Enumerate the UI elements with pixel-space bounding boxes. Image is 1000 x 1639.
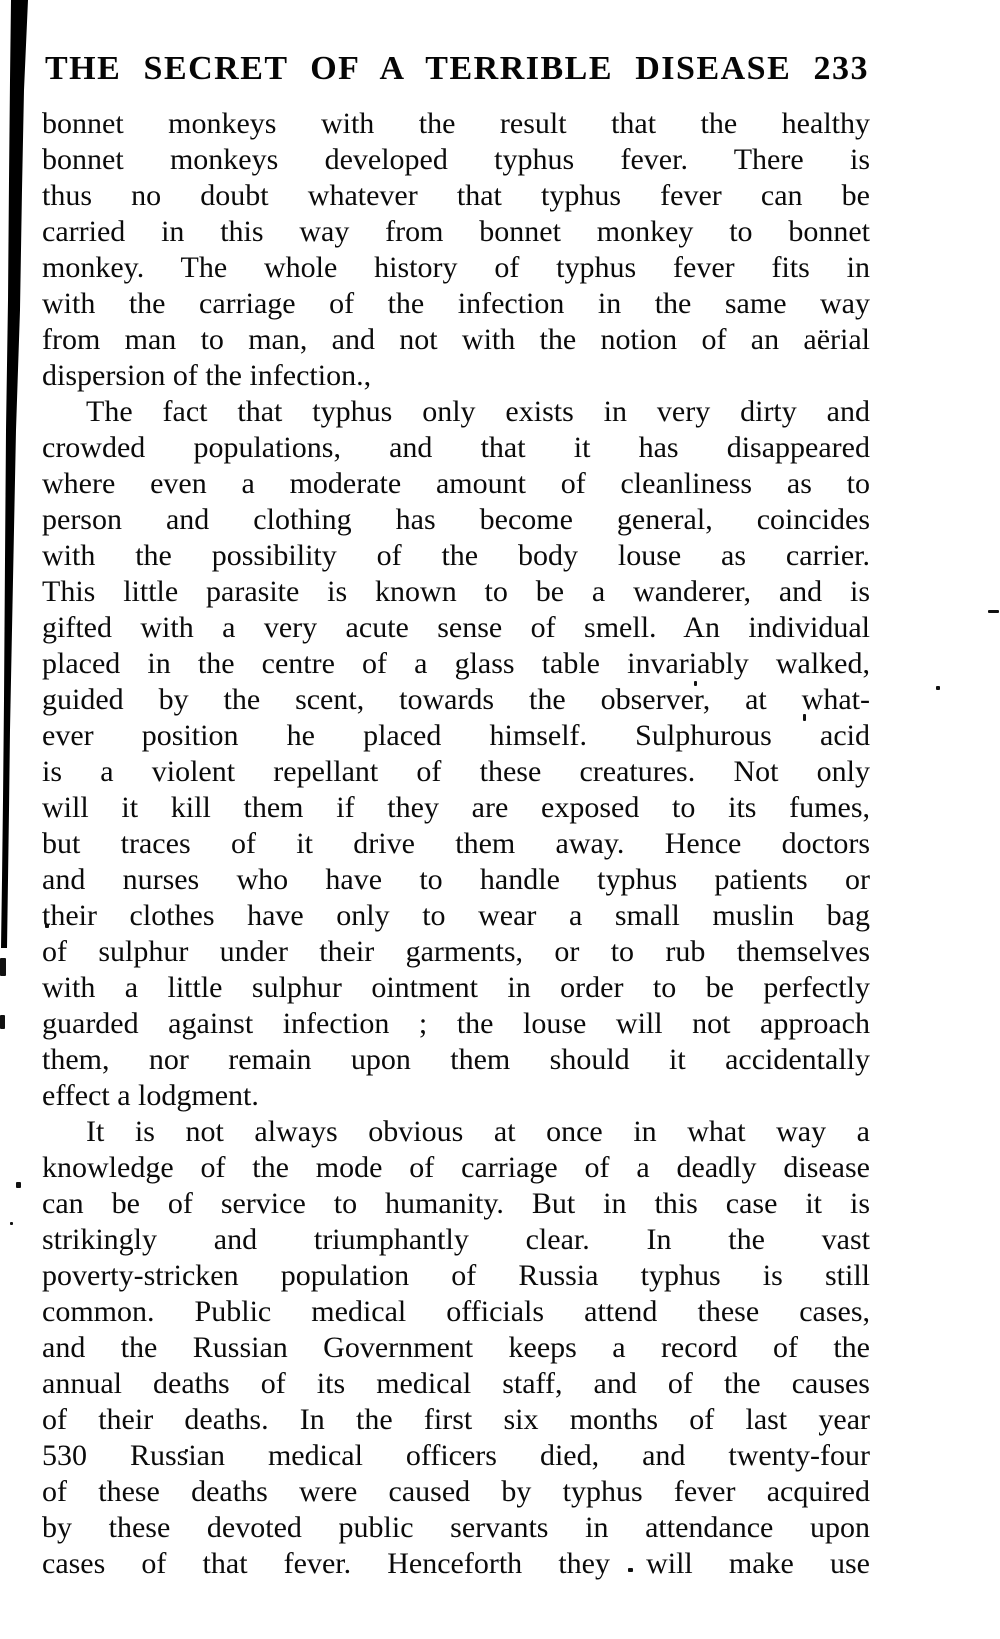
scan-speck	[10, 1222, 13, 1225]
text-line: bonnet monkeys with the result that the healthy	[42, 107, 870, 140]
text-line: of their deaths. In the first six months of last year	[42, 1403, 870, 1436]
text-line: It is not always obvious at once in what way a	[86, 1115, 870, 1148]
text-line: guarded against infection ; the louse will not approach	[42, 1007, 870, 1040]
text-line: strikingly and triumphantly clear. In the vast	[42, 1223, 870, 1256]
scan-speck	[936, 686, 940, 690]
running-header-title: THE SECRET OF A TERRIBLE DISEASE	[45, 50, 792, 87]
text-line: This little parasite is known to be a wanderer, and is	[42, 575, 870, 608]
text-line: can be of service to humanity. But in this case it is	[42, 1187, 870, 1220]
text-line: and the Russian Government keeps a record of the	[42, 1331, 870, 1364]
text-line: but traces of it drive them away. Hence doctors	[42, 827, 870, 860]
text-line: by these devoted public servants in attendance upon	[42, 1511, 870, 1544]
text-line: will it kill them if they are exposed to its fumes,	[42, 791, 870, 824]
text-line: is a violent repellant of these creatures. Not only	[42, 755, 870, 788]
text-line: common. Public medical officials attend these cases,	[42, 1295, 870, 1328]
text-line: guided by the scent, towards the observer, at what-	[42, 683, 870, 716]
text-line: monkey. The whole history of typhus fever fits in	[42, 251, 870, 284]
text-line: knowledge of the mode of carriage of a deadly disease	[42, 1151, 870, 1184]
text-line: and nurses who have to handle typhus patients or	[42, 863, 870, 896]
text-line: thus no doubt whatever that typhus fever can be	[42, 179, 870, 212]
text-line: poverty-stricken population of Russia typhus is still	[42, 1259, 870, 1292]
text-line: cases of that fever. Henceforth they will make use	[42, 1547, 870, 1580]
text-line: person and clothing has become general, coincides	[42, 503, 870, 536]
text-line: with a little sulphur ointment in order to be perfectly	[42, 971, 870, 1004]
text-line: carried in this way from bonnet monkey to bonnet	[42, 215, 870, 248]
binding-shadow	[0, 0, 30, 948]
text-line: their clothes have only to wear a small muslin bag	[42, 899, 870, 932]
page-number: 233	[813, 50, 869, 87]
running-header	[45, 50, 869, 88]
scan-speck	[0, 958, 6, 976]
text-line: from man to man, and not with the notion of an aërial	[42, 323, 870, 356]
text-line: with the carriage of the infection in the same way	[42, 287, 870, 320]
text-line: 530 Russian medical officers died, and twenty-four	[42, 1439, 870, 1472]
text-line: gifted with a very acute sense of smell. An individual	[42, 611, 870, 644]
scan-speck	[988, 610, 999, 613]
text-line: with the possibility of the body louse as carrier.	[42, 539, 870, 572]
text-line: bonnet monkeys developed typhus fever. There is	[42, 143, 870, 176]
text-line: annual deaths of its medical staff, and of the causes	[42, 1367, 870, 1400]
text-line: placed in the centre of a glass table invariably walked,	[42, 647, 870, 680]
text-line: The fact that typhus only exists in very dirty and	[86, 395, 870, 428]
text-line: where even a moderate amount of cleanliness as to	[42, 467, 870, 500]
text-line: effect a lodgment.	[42, 1079, 259, 1112]
text-line: dispersion of the infection.,	[42, 359, 372, 392]
page-body	[42, 106, 870, 1582]
text-line: ever position he placed himself. Sulphurous acid	[42, 719, 870, 752]
scan-speck	[16, 1182, 21, 1188]
text-line: of these deaths were caused by typhus fever acquired	[42, 1475, 870, 1508]
text-line: of sulphur under their garments, or to rub themselves	[42, 935, 870, 968]
text-line: them, nor remain upon them should it accidentally	[42, 1043, 870, 1076]
text-line: crowded populations, and that it has disappeared	[42, 431, 870, 464]
scan-speck	[0, 1015, 5, 1029]
